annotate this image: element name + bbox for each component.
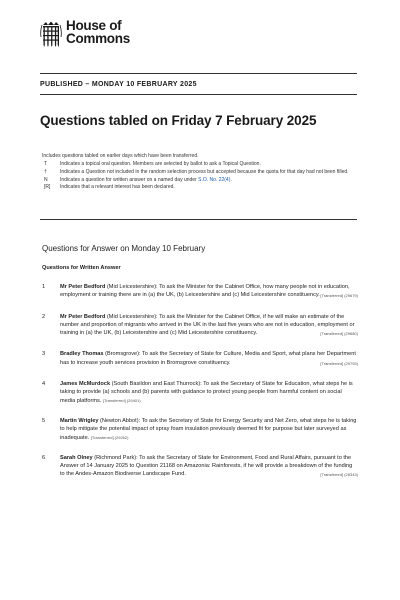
- legend-divider: [40, 219, 357, 220]
- legend-item: [42, 177, 352, 184]
- question-item: [42, 350, 358, 368]
- question-number: 2: [42, 313, 46, 320]
- legend-item: [42, 184, 352, 191]
- question-reference: [Transferred] (29679): [320, 293, 358, 299]
- question-reference: [Transferred] (29262): [90, 434, 129, 440]
- member-constituency: (Mid Leicestershire):: [105, 313, 158, 320]
- question-reference: [Transferred] (29401): [102, 397, 141, 403]
- legend-text: Indicates that a relevant interest has been declared.: [60, 184, 175, 191]
- sub-heading: Questions for Written Answer: [42, 265, 121, 271]
- standing-order-link[interactable]: S.O. No. 22(4): [198, 176, 231, 183]
- legend-text: [60, 177, 352, 184]
- legend: [42, 161, 352, 192]
- legend-item: [42, 161, 352, 168]
- legend-item: [42, 169, 352, 176]
- question-text: To ask the Secretary of State for Culture, Media and Sport, what plans her Department has to increase youth services provision in Bromsgrove constituency.: [60, 351, 356, 366]
- house-of-commons-logo: [40, 20, 130, 47]
- question-text: To ask the Minister for the Cabinet Office, how many people not in education, employment or training there are in (a) the UK, (b) Leicestershire and (c) Mid Leicestershire constituency.: [60, 284, 350, 299]
- legend-symbol: N: [44, 176, 48, 183]
- member-constituency: (Newton Abbot):: [98, 417, 141, 424]
- question-item: [42, 313, 358, 339]
- question-body: [60, 313, 358, 339]
- question-text: To ask the Secretary of State for Education, what steps he is taking to provide (a) schools and (b) parents with guidance to protect young people from harmful content on social media platforms.: [60, 381, 353, 404]
- question-text: To ask the Secretary of State for Energy Security and Net Zero, what steps he is taking to help mitigate the potential impact of spray foam insulation previously deemed fit for purpose but later surveyed as inadequate.: [60, 417, 357, 441]
- member-constituency: (Bromsgrove):: [103, 351, 141, 358]
- member-constituency: (Richmond Park):: [92, 454, 138, 461]
- member-name: James McMurdock: [60, 381, 111, 388]
- question-body: [60, 380, 358, 405]
- legend-symbol: T: [44, 161, 48, 167]
- member-name: Bradley Thomas: [60, 351, 104, 358]
- question-number: 3: [42, 351, 46, 358]
- question-body: [60, 417, 358, 442]
- question-reference: [Transferred] (28343): [320, 472, 358, 478]
- portcullis-icon: [40, 21, 62, 47]
- published-date: PUBLISHED – MONDAY 10 FEBRUARY 2025: [40, 81, 197, 88]
- question-item: [42, 417, 358, 442]
- member-name: Mr Peter Bedford: [60, 313, 106, 320]
- question-body: [60, 350, 358, 368]
- member-name: Martin Wrigley: [60, 417, 99, 424]
- logo-line-2: Commons: [66, 30, 130, 46]
- question-body: [60, 454, 358, 480]
- question-item: [42, 380, 358, 405]
- question-number: 4: [42, 381, 46, 388]
- logo-line-1: House of: [66, 18, 122, 33]
- page-title: Questions tabled on Friday 7 February 2025: [40, 113, 317, 128]
- legend-text-suffix: .: [230, 176, 232, 183]
- top-divider: [40, 73, 357, 74]
- section-heading: Questions for Answer on Monday 10 February: [42, 244, 206, 253]
- member-constituency: (Mid Leicestershire):: [105, 284, 158, 290]
- published-divider: [40, 94, 357, 95]
- member-constituency: (South Basildon and East Thurrock):: [110, 381, 202, 388]
- questions-list: [42, 283, 358, 492]
- member-name: Mr Peter Bedford: [60, 284, 106, 290]
- question-text: To ask the Secretary of State for Environment, Food and Rural Affairs, pursuant to the Answer of 14 January 2025 to Question 21168 on Amazonia: Rainforests, if he will provide a breakdown of the funding to the Andes-Amazon Biodiverse Landscape Fund.: [60, 454, 353, 478]
- legend-intro: Includes questions tabled on earlier days which have been transferred.: [42, 153, 199, 159]
- legend-symbol: †: [44, 168, 47, 175]
- member-name: Sarah Olney: [60, 454, 93, 461]
- question-item: [42, 454, 358, 480]
- question-reference: [Transferred] (29680): [320, 331, 358, 337]
- question-item: [42, 283, 358, 301]
- question-reference: [Transferred] (29793): [320, 360, 358, 366]
- question-body: [60, 283, 358, 301]
- logo-wordmark: [66, 20, 130, 45]
- question-number: 1: [42, 284, 46, 290]
- legend-symbol: [R]: [44, 184, 51, 191]
- question-text: To ask the Minister for the Cabinet Office, if he will make an estimate of the number and proportion of migrants who arrived in the UK in the last five years who are not in education, employment or training in (a) the UK, (b) Leicestershire and (c) Mid Leicestershire constituency.: [60, 313, 355, 337]
- legend-text-main: Indicates a question for written answer on a named day under: [60, 176, 199, 183]
- legend-text: Indicates a topical oral question. Members are selected by ballot to ask a Topical Question.: [60, 161, 261, 167]
- question-number: 6: [42, 454, 46, 461]
- question-number: 5: [42, 417, 46, 424]
- legend-text: Indicates a Question not included in the random selection process but accepted because the quota for that day had not been filled.: [60, 168, 349, 175]
